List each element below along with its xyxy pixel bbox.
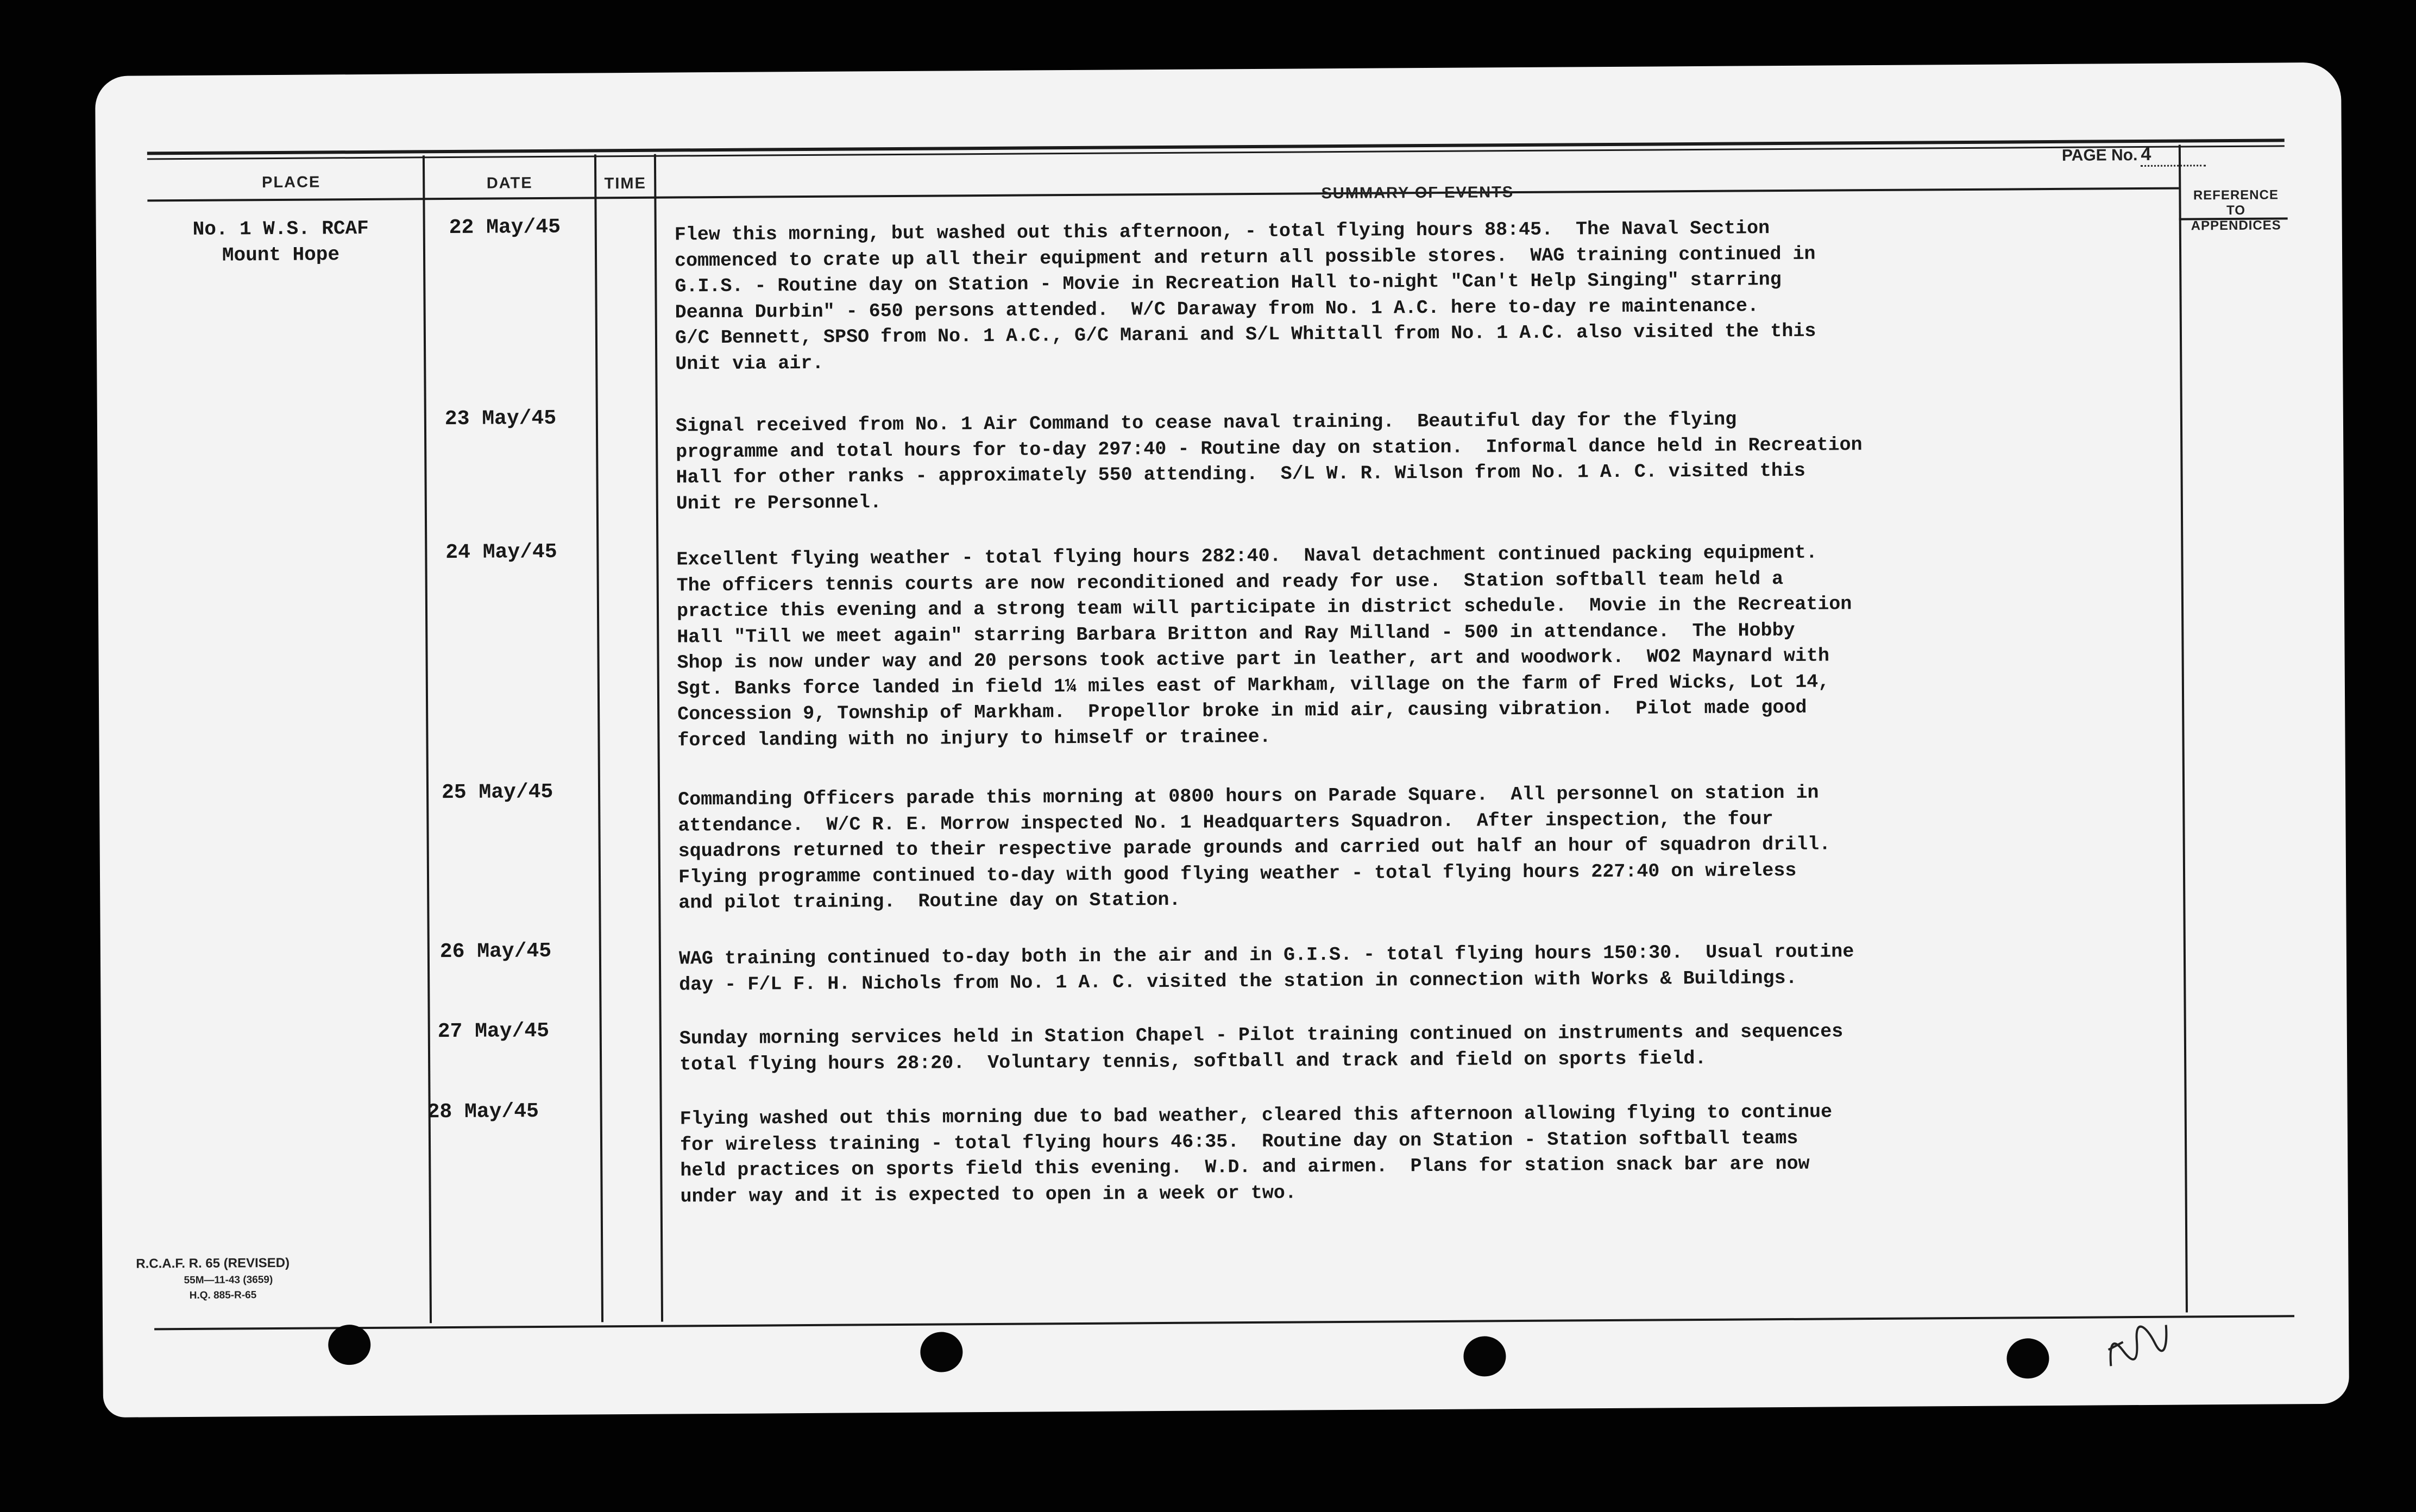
initials-scrawl	[2096, 1313, 2181, 1378]
entry-summary: Flying washed out this morning due to bad weather, cleared this afternoon allowing flying to continue for wireless training - total flying hours 46:35. Routine day on Station - Station softball teams held practices on sports field this evening. W.D. and airmen. Plans for station snack bar are now under way and it is expected to open in a week or two.	[679, 1101, 1833, 1207]
form-number: R.C.A.F. R. 65 (REVISED)	[136, 1255, 290, 1271]
place-line-2: Mount Hope	[222, 243, 340, 267]
time-column-header: TIME	[604, 174, 646, 193]
entry-date: 24 May/45	[445, 540, 557, 565]
page-number	[2062, 143, 2206, 167]
page-number-value: 4	[2141, 143, 2206, 167]
entry-summary: Sunday morning services held in Station Chapel - Pilot training continued on instruments and sequences total flying hours 28:20. Voluntary tennis, softball and track and field on sports field.	[679, 1020, 1844, 1075]
page-number-label: PAGE No.	[2061, 146, 2138, 165]
entry-date: 22 May/45	[449, 215, 561, 240]
binder-hole	[920, 1332, 962, 1372]
place-line-1: No. 1 W.S. RCAF	[192, 217, 369, 241]
entry-summary: Commanding Officers parade this morning at 0800 hours on Parade Square. All personnel on station in attendance. W/C R. E. Morrow inspected No. 1 Headquarters Squadron. After inspection, the four squadrons returned to their respective parade grounds and carried out half an hour of squadron drill. Flying programme continued to-day with good flying weather - total flying hours 227:40 on wireless and pilot training. Routine day on Station.	[678, 782, 1831, 914]
time-summary-divider	[654, 154, 663, 1322]
entry-date: 23 May/45	[444, 406, 557, 431]
entry-date: 25 May/45	[441, 780, 553, 805]
place-cell	[167, 216, 395, 269]
entry-summary: WAG training continued to-day both in the air and in G.I.S. - total flying hours 150:30. Usual routine day - F/L F. H. Nichols from No. 1 A. C. visited the station in connection with Works & Buildings.	[678, 941, 1854, 996]
handwritten-initials	[2096, 1313, 2184, 1385]
form-print-code: 55M—11-43 (3659)	[184, 1274, 273, 1287]
entry-summary: Signal received from No. 1 Air Command to cease naval training. Beautiful day for the flying programme and total hours for to-day 297:40 - Routine day on station. Informal dance held in Recreation Hall for other ranks - approximately 550 attending. S/L W. R. Wilson from No. 1 A. C. visited this Unit re Personnel.	[675, 408, 1863, 514]
form-hq-code: H.Q. 885-R-65	[189, 1289, 257, 1301]
logbook-page	[95, 62, 2349, 1418]
bottom-rule	[154, 1315, 2294, 1330]
reference-column-header: REFERENCE TO APPENDICES	[2191, 187, 2281, 234]
binder-hole	[328, 1325, 370, 1365]
entry-date: 27 May/45	[437, 1019, 550, 1044]
date-column-header: DATE	[486, 174, 533, 192]
entry-date: 28 May/45	[427, 1100, 539, 1124]
binder-hole	[1463, 1336, 1506, 1376]
entry-summary: Excellent flying weather - total flying hours 282:40. Naval detachment continued packing equipment. The officers tennis courts are now reconditioned and ready for use. Station softball team held a practice this evening and a strong team will participate in district schedule. Movie in the Recreation Hall "Till we meet again" starring Barbara Britton and Ray Milland - 500 in attendance. The Hobby Shop is now under way and 20 persons took active part in leather, art and woodwork. WO2 Maynard with Sgt. Banks force landed in field 1¼ miles east of Markham, village on the farm of Fred Wicks, Lot 14, Concession 9, Township of Markham. Propellor broke in mid air, causing vibration. Pilot made good forced landing with no injury to himself or trainee.	[676, 541, 1852, 751]
place-date-divider	[423, 155, 432, 1323]
binder-hole	[2006, 1338, 2049, 1378]
date-time-divider	[594, 154, 603, 1322]
entry-date: 26 May/45	[439, 939, 552, 964]
entry-summary: Flew this morning, but washed out this afternoon, - total flying hours 88:45. The Naval Section commenced to crate up all their equipment and return all possible stores. WAG training continued in G.I.S. - Routine day on Station - Movie in Recreation Hall to-night "Can't Help Singing" starring Deanna Durbin" - 650 persons attended. W/C Daraway from No. 1 A.C. here to-day re maintenance. G/C Bennett, SPSO from No. 1 A.C., G/C Marani and S/L Whittall from No. 1 A.C. also visited the this Unit via air.	[674, 217, 1816, 375]
summary-column-header: SUMMARY OF EVENTS	[1321, 184, 1514, 203]
place-column-header: PLACE	[261, 173, 321, 192]
